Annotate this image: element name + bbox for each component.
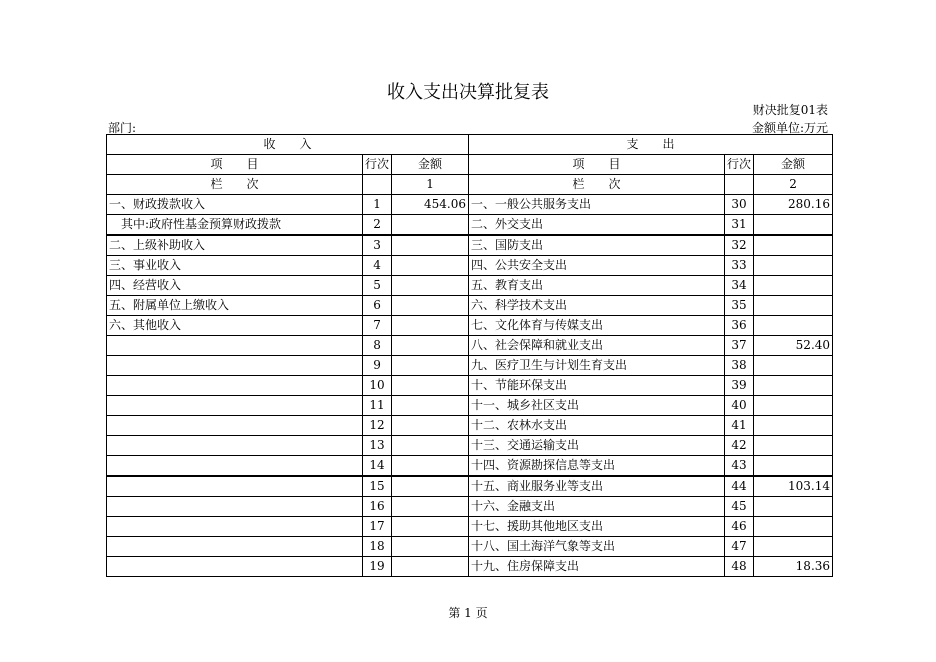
income-item-cell: 其中:政府性基金预算财政拨款 xyxy=(107,215,363,236)
page-number: 第 1 页 xyxy=(448,606,488,620)
expense-line-no-cell: 45 xyxy=(725,497,754,517)
expense-amount-cell: 18.36 xyxy=(754,557,833,577)
department-label: 部门: xyxy=(108,121,137,135)
table-row xyxy=(107,276,833,296)
expense-item-cell: 四、公共安全支出 xyxy=(469,256,725,276)
income-line-no-cell: 2 xyxy=(363,215,392,236)
income-line-no-cell: 16 xyxy=(363,497,392,517)
expense-item-cell: 十四、资源勘探信息等支出 xyxy=(469,456,725,477)
income-item-cell: 六、其他收入 xyxy=(107,316,363,336)
expense-amount-cell xyxy=(754,436,833,456)
income-amount-cell xyxy=(392,256,469,276)
form-number: 财决批复01表 xyxy=(752,103,828,117)
income-amount-cell xyxy=(392,436,469,456)
expense-amount-cell xyxy=(754,316,833,336)
expense-line-no-cell: 31 xyxy=(725,215,754,236)
expense-amount-cell xyxy=(754,276,833,296)
income-item-cell xyxy=(107,356,363,376)
income-item-cell xyxy=(107,336,363,356)
table-row xyxy=(107,396,833,416)
income-amount-cell: 454.06 xyxy=(392,195,469,215)
income-line-no-cell: 8 xyxy=(363,336,392,356)
expense-item-header: 项 目 xyxy=(469,155,725,175)
income-line-no-cell: 18 xyxy=(363,537,392,557)
expense-amount-header: 金额 xyxy=(754,155,833,175)
income-line-no-cell: 15 xyxy=(363,476,392,497)
expense-amount-cell xyxy=(754,356,833,376)
expense-header: 支 出 xyxy=(469,135,833,155)
income-line-no-cell: 4 xyxy=(363,256,392,276)
expense-item-cell: 五、教育支出 xyxy=(469,276,725,296)
income-item-cell xyxy=(107,436,363,456)
income-line-no-cell: 14 xyxy=(363,456,392,477)
table-row xyxy=(107,436,833,456)
income-header: 收 入 xyxy=(107,135,469,155)
income-amount-cell xyxy=(392,476,469,497)
income-line-no-cell: 3 xyxy=(363,235,392,256)
income-line-no-cell: 5 xyxy=(363,276,392,296)
income-amount-cell xyxy=(392,235,469,256)
income-amount-cell xyxy=(392,376,469,396)
income-line-no-cell: 10 xyxy=(363,376,392,396)
expense-line-no-cell: 33 xyxy=(725,256,754,276)
income-amount-cell xyxy=(392,276,469,296)
expense-line-no-cell: 37 xyxy=(725,336,754,356)
expense-amount-cell: 52.40 xyxy=(754,336,833,356)
income-line-header: 行次 xyxy=(363,155,392,175)
expense-item-cell: 七、文化体育与传媒支出 xyxy=(469,316,725,336)
income-amount-cell xyxy=(392,557,469,577)
table-row xyxy=(107,215,833,236)
expense-line-no-cell: 44 xyxy=(725,476,754,497)
income-item-cell: 二、上级补助收入 xyxy=(107,235,363,256)
income-line-no-cell: 9 xyxy=(363,356,392,376)
expense-line-no-cell: 40 xyxy=(725,396,754,416)
table-row xyxy=(107,376,833,396)
section-header-row xyxy=(107,135,833,155)
income-amount-cell xyxy=(392,356,469,376)
table-row xyxy=(107,537,833,557)
expense-line-no-cell: 41 xyxy=(725,416,754,436)
expense-item-cell: 八、社会保障和就业支出 xyxy=(469,336,725,356)
expense-line-no-cell: 34 xyxy=(725,276,754,296)
expense-amount-cell xyxy=(754,537,833,557)
expense-amount-cell xyxy=(754,376,833,396)
expense-item-cell: 十三、交通运输支出 xyxy=(469,436,725,456)
expense-item-cell: 十八、国土海洋气象等支出 xyxy=(469,537,725,557)
empty-cell xyxy=(725,175,754,195)
income-line-no-cell: 12 xyxy=(363,416,392,436)
expense-amount-cell xyxy=(754,215,833,236)
income-item-cell xyxy=(107,557,363,577)
expense-line-no-cell: 39 xyxy=(725,376,754,396)
income-line-no-cell: 17 xyxy=(363,517,392,537)
column-index-row xyxy=(107,175,833,195)
expense-amount-cell: 103.14 xyxy=(754,476,833,497)
expense-item-cell: 十六、金融支出 xyxy=(469,497,725,517)
income-amount-cell xyxy=(392,396,469,416)
table-row xyxy=(107,256,833,276)
income-amount-cell xyxy=(392,296,469,316)
table-row xyxy=(107,296,833,316)
table-row xyxy=(107,356,833,376)
expense-line-no-cell: 47 xyxy=(725,537,754,557)
income-line-no-cell: 11 xyxy=(363,396,392,416)
table-row xyxy=(107,336,833,356)
expense-item-cell: 六、科学技术支出 xyxy=(469,296,725,316)
table-row xyxy=(107,497,833,517)
income-amount-cell xyxy=(392,537,469,557)
table-row xyxy=(107,195,833,215)
column-header-row xyxy=(107,155,833,175)
income-item-cell: 四、经营收入 xyxy=(107,276,363,296)
page-title: 收入支出决算批复表 xyxy=(387,82,549,103)
expense-line-no-cell: 42 xyxy=(725,436,754,456)
expense-amount-cell xyxy=(754,416,833,436)
expense-item-cell: 十、节能环保支出 xyxy=(469,376,725,396)
expense-amount-cell xyxy=(754,497,833,517)
expense-line-no-cell: 36 xyxy=(725,316,754,336)
income-item-cell: 三、事业收入 xyxy=(107,256,363,276)
income-amount-cell xyxy=(392,336,469,356)
expense-item-cell: 十五、商业服务业等支出 xyxy=(469,476,725,497)
table-row xyxy=(107,557,833,577)
income-amount-cell xyxy=(392,416,469,436)
expense-line-no-cell: 43 xyxy=(725,456,754,477)
expense-column-label: 栏 次 xyxy=(469,175,725,195)
table-row xyxy=(107,517,833,537)
expense-item-cell: 十九、住房保障支出 xyxy=(469,557,725,577)
income-expense-table xyxy=(106,134,833,577)
table-row xyxy=(107,235,833,256)
income-line-no-cell: 13 xyxy=(363,436,392,456)
expense-amount-cell: 280.16 xyxy=(754,195,833,215)
expense-line-no-cell: 38 xyxy=(725,356,754,376)
empty-cell xyxy=(363,175,392,195)
expense-amount-cell xyxy=(754,235,833,256)
income-item-cell xyxy=(107,456,363,477)
expense-item-cell: 一、一般公共服务支出 xyxy=(469,195,725,215)
expense-line-no-cell: 35 xyxy=(725,296,754,316)
table-row xyxy=(107,476,833,497)
expense-column-index: 2 xyxy=(754,175,833,195)
expense-line-no-cell: 32 xyxy=(725,235,754,256)
income-amount-cell xyxy=(392,456,469,477)
income-amount-header: 金额 xyxy=(392,155,469,175)
income-item-cell xyxy=(107,517,363,537)
income-amount-cell xyxy=(392,517,469,537)
expense-amount-cell xyxy=(754,517,833,537)
income-line-no-cell: 1 xyxy=(363,195,392,215)
expense-item-cell: 十一、城乡社区支出 xyxy=(469,396,725,416)
expense-amount-cell xyxy=(754,456,833,477)
income-line-no-cell: 19 xyxy=(363,557,392,577)
income-item-cell: 五、附属单位上缴收入 xyxy=(107,296,363,316)
income-item-cell xyxy=(107,476,363,497)
expense-amount-cell xyxy=(754,256,833,276)
expense-line-header: 行次 xyxy=(725,155,754,175)
table-row xyxy=(107,456,833,477)
income-item-cell xyxy=(107,537,363,557)
expense-line-no-cell: 30 xyxy=(725,195,754,215)
income-item-header: 项 目 xyxy=(107,155,363,175)
expense-amount-cell xyxy=(754,396,833,416)
income-column-index: 1 xyxy=(392,175,469,195)
income-item-cell: 一、财政拨款收入 xyxy=(107,195,363,215)
table-row xyxy=(107,416,833,436)
income-item-cell xyxy=(107,376,363,396)
income-line-no-cell: 7 xyxy=(363,316,392,336)
income-item-cell xyxy=(107,416,363,436)
table-row xyxy=(107,316,833,336)
income-amount-cell xyxy=(392,215,469,236)
income-item-cell xyxy=(107,497,363,517)
unit-label: 金额单位:万元 xyxy=(751,121,828,135)
income-column-label: 栏 次 xyxy=(107,175,363,195)
expense-item-cell: 二、外交支出 xyxy=(469,215,725,236)
income-line-no-cell: 6 xyxy=(363,296,392,316)
expense-item-cell: 三、国防支出 xyxy=(469,235,725,256)
expense-amount-cell xyxy=(754,296,833,316)
expense-item-cell: 九、医疗卫生与计划生育支出 xyxy=(469,356,725,376)
income-amount-cell xyxy=(392,316,469,336)
expense-item-cell: 十二、农林水支出 xyxy=(469,416,725,436)
expense-item-cell: 十七、援助其他地区支出 xyxy=(469,517,725,537)
income-item-cell xyxy=(107,396,363,416)
expense-line-no-cell: 46 xyxy=(725,517,754,537)
expense-line-no-cell: 48 xyxy=(725,557,754,577)
income-amount-cell xyxy=(392,497,469,517)
